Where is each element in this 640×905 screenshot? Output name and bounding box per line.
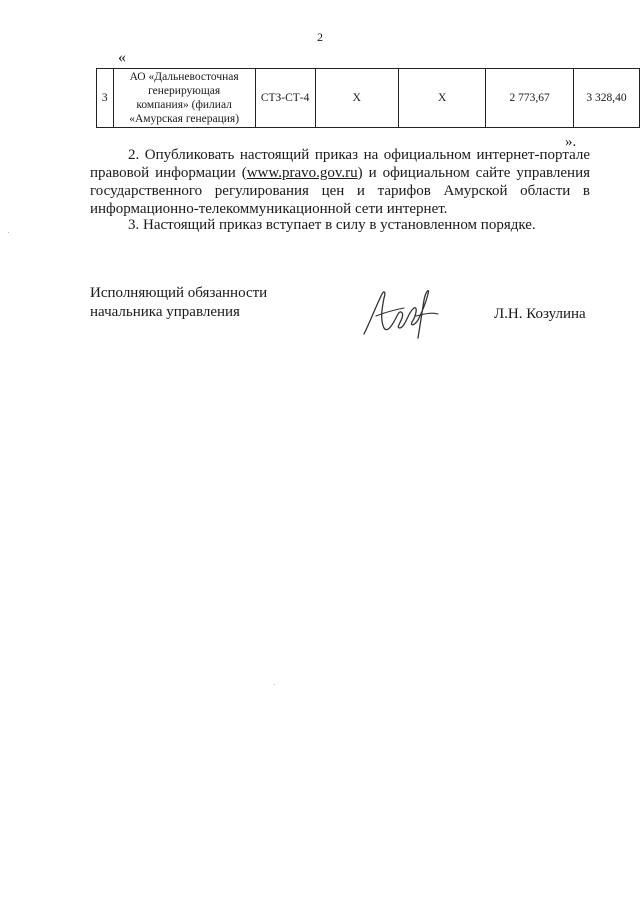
opening-quote-mark: « (118, 49, 126, 66)
x-mark-cell: Х (315, 69, 399, 128)
x-mark-cell: Х (399, 69, 486, 128)
organization-line: АО «Дальневосточная (129, 71, 239, 83)
code-cell: СТЗ-СТ-4 (255, 69, 315, 128)
organization-line: компания» (филиал (136, 99, 232, 111)
handwritten-signature (360, 282, 440, 344)
value-cell: 2 773,67 (486, 69, 574, 128)
organization-line: генерирующая (148, 85, 221, 97)
paragraph-publish (90, 146, 590, 218)
closing-quote-mark: ». (565, 134, 577, 150)
signatory-title (90, 284, 267, 322)
organization-cell (113, 69, 255, 128)
row-number-cell: 3 (97, 69, 114, 128)
organization-line: «Амурская генерация) (129, 113, 240, 125)
page-number: 2 (317, 30, 323, 44)
pravo-link[interactable]: www.pravo.gov.ru (246, 165, 358, 181)
paragraph-text: 2. Опубликовать настоящий приказ на официальном интернет-портале правовой информации ( (90, 147, 590, 181)
paragraph-effective: 3. Настоящий приказ вступает в силу в установленном порядке. (128, 217, 536, 233)
signatory-name: Л.Н. Козулина (494, 306, 586, 322)
tariff-table (96, 68, 640, 128)
signatory-title-line: начальника управления (90, 304, 240, 320)
scan-speck (8, 232, 9, 233)
scan-speck (274, 684, 275, 685)
value-cell: 3 328,40 (573, 69, 639, 128)
table-row (97, 69, 640, 128)
signatory-title-line: Исполняющий обязанности (90, 285, 268, 301)
paragraph-text: ) и официальном сайте управления государственного регулирования цен и тарифов Амурской области в информационно-телекоммуникационной сети интернет. (90, 165, 590, 217)
